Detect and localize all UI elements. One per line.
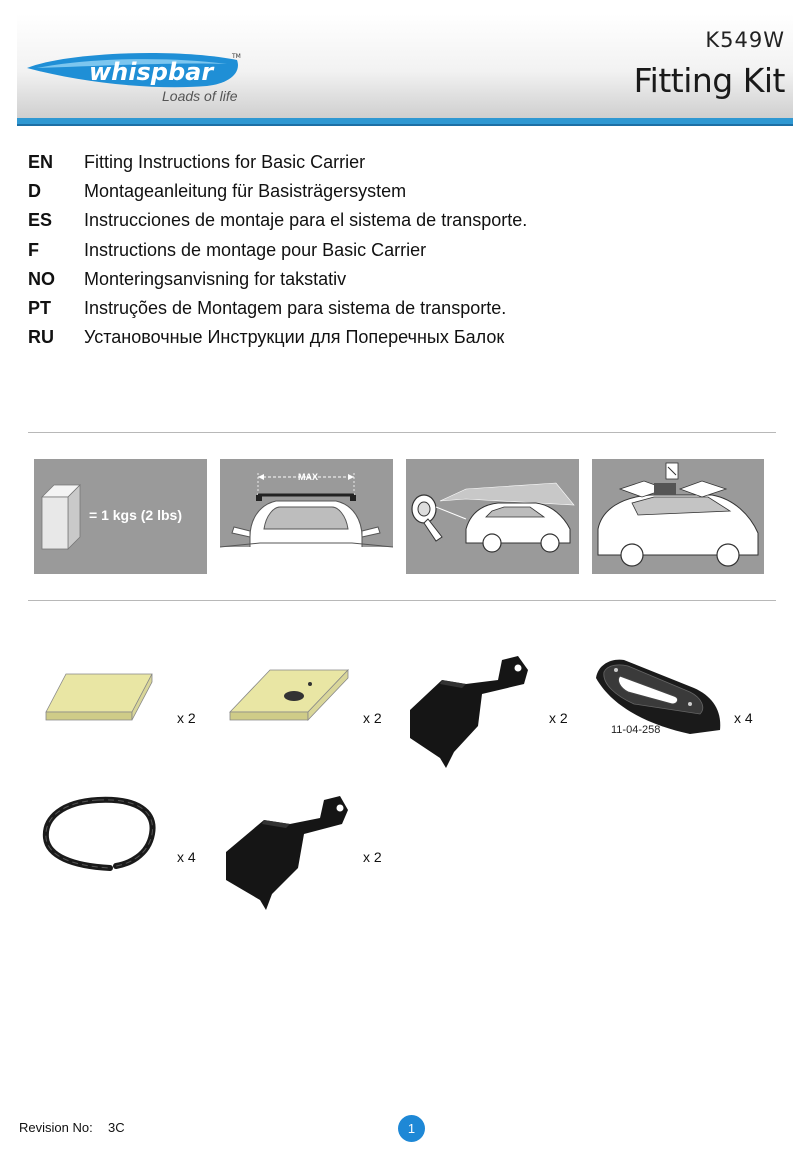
language-list: [28, 148, 768, 352]
section-divider: [28, 432, 776, 433]
tagline: Loads of life: [162, 88, 238, 104]
language-row-en: [28, 148, 768, 177]
roof-loading-panel: [592, 459, 764, 574]
header-stripe-dark: [17, 124, 793, 126]
part-quantity: x 2: [549, 710, 568, 726]
max-width-panel: [220, 459, 393, 574]
language-row-d: [28, 177, 768, 206]
tape-measure-panel: [406, 459, 579, 574]
part-number: 11-04-258: [611, 724, 661, 736]
revision-value: 3C: [108, 1120, 125, 1135]
language-code: EN: [28, 152, 54, 173]
svg-text:TM: TM: [232, 53, 241, 60]
flat-pad-icon: [44, 666, 154, 726]
pad-with-hole-icon: [228, 664, 350, 724]
document-title: Fitting Kit: [633, 61, 785, 100]
language-code: PT: [28, 298, 52, 319]
model-code: K549W: [705, 28, 785, 52]
language-title: Monteringsanvisning for takstativ: [84, 268, 347, 289]
language-row-ru: [28, 323, 768, 352]
language-code: ES: [28, 210, 53, 231]
bent-bracket-small-icon: [224, 794, 354, 914]
document-header: [17, 14, 793, 132]
svg-text:whispbar: whispbar: [89, 58, 214, 86]
weight-label: = 1 kgs (2 lbs): [89, 507, 182, 523]
language-title: Instructions de montage pour Basic Carrier: [84, 239, 427, 260]
language-title: Instruções de Montagem para sistema de transporte.: [84, 298, 507, 319]
car-roof-boxes-icon: [592, 459, 764, 574]
language-row-no: [28, 265, 768, 294]
language-title: Instrucciones de montaje para el sistema de transporte.: [84, 210, 528, 231]
language-code: NO: [28, 268, 55, 289]
language-title: Установочные Инструкции для Поперечных Балок: [84, 327, 505, 348]
part-quantity: x 4: [177, 849, 196, 865]
part-quantity: x 2: [363, 849, 382, 865]
bent-bracket-icon: [406, 654, 534, 772]
revision-label: Revision No:: [19, 1120, 93, 1135]
car-measuring-tape-icon: [406, 459, 579, 574]
whispbar-logo: [27, 44, 257, 124]
rubber-seal-loop-icon: [38, 794, 160, 872]
language-row-es: [28, 206, 768, 235]
language-row-pt: [28, 294, 768, 323]
language-title: Montageanleitung für Basisträgersystem: [84, 181, 407, 202]
page-number-badge: 1: [398, 1115, 425, 1142]
weight-panel: [34, 459, 207, 574]
section-divider: [28, 600, 776, 601]
language-code: D: [28, 181, 41, 202]
part-quantity: x 4: [734, 710, 753, 726]
language-code: F: [28, 239, 39, 260]
part-quantity: x 2: [363, 710, 382, 726]
max-width-label: MAX: [298, 472, 318, 482]
language-title: Fitting Instructions for Basic Carrier: [84, 152, 366, 173]
part-quantity: x 2: [177, 710, 196, 726]
language-row-f: [28, 236, 768, 265]
language-code: RU: [28, 327, 54, 348]
